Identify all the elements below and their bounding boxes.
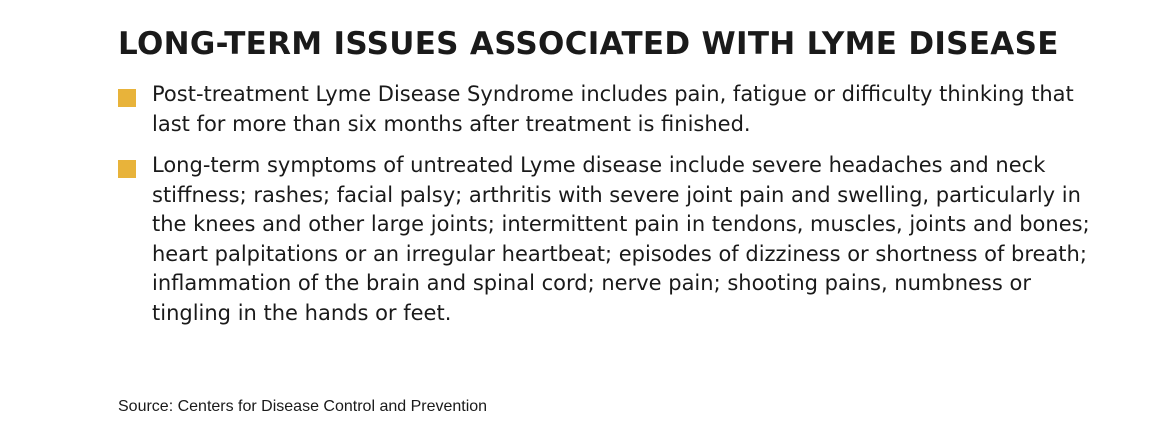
square-bullet-icon bbox=[118, 160, 136, 178]
panel-title: LONG-TERM ISSUES ASSOCIATED WITH LYME DISEASE bbox=[118, 26, 1059, 62]
list-item-text: Long-term symptoms of untreated Lyme disease include severe headaches and neck stiffness; rashes; facial palsy; arthritis with severe joint pain and swelling, particularly in the knees and other large joints; intermittent pain in tendons, muscles, joints and bones; heart palpitations or an irregular heartbeat; episodes of dizziness or shortness of breath; inflammation of the brain and spinal cord; nerve pain; shooting pains, numbness or tingling in the hands or feet. bbox=[152, 153, 1090, 325]
list-item bbox=[118, 80, 1104, 139]
list-item bbox=[118, 151, 1104, 328]
bullet-list bbox=[118, 80, 1104, 328]
source-credit: Source: Centers for Disease Control and Prevention bbox=[118, 398, 488, 415]
square-bullet-icon bbox=[118, 89, 136, 107]
list-item-text: Post-treatment Lyme Disease Syndrome includes pain, fatigue or difficulty thinking that last for more than six months after treatment is finished. bbox=[152, 82, 1074, 136]
